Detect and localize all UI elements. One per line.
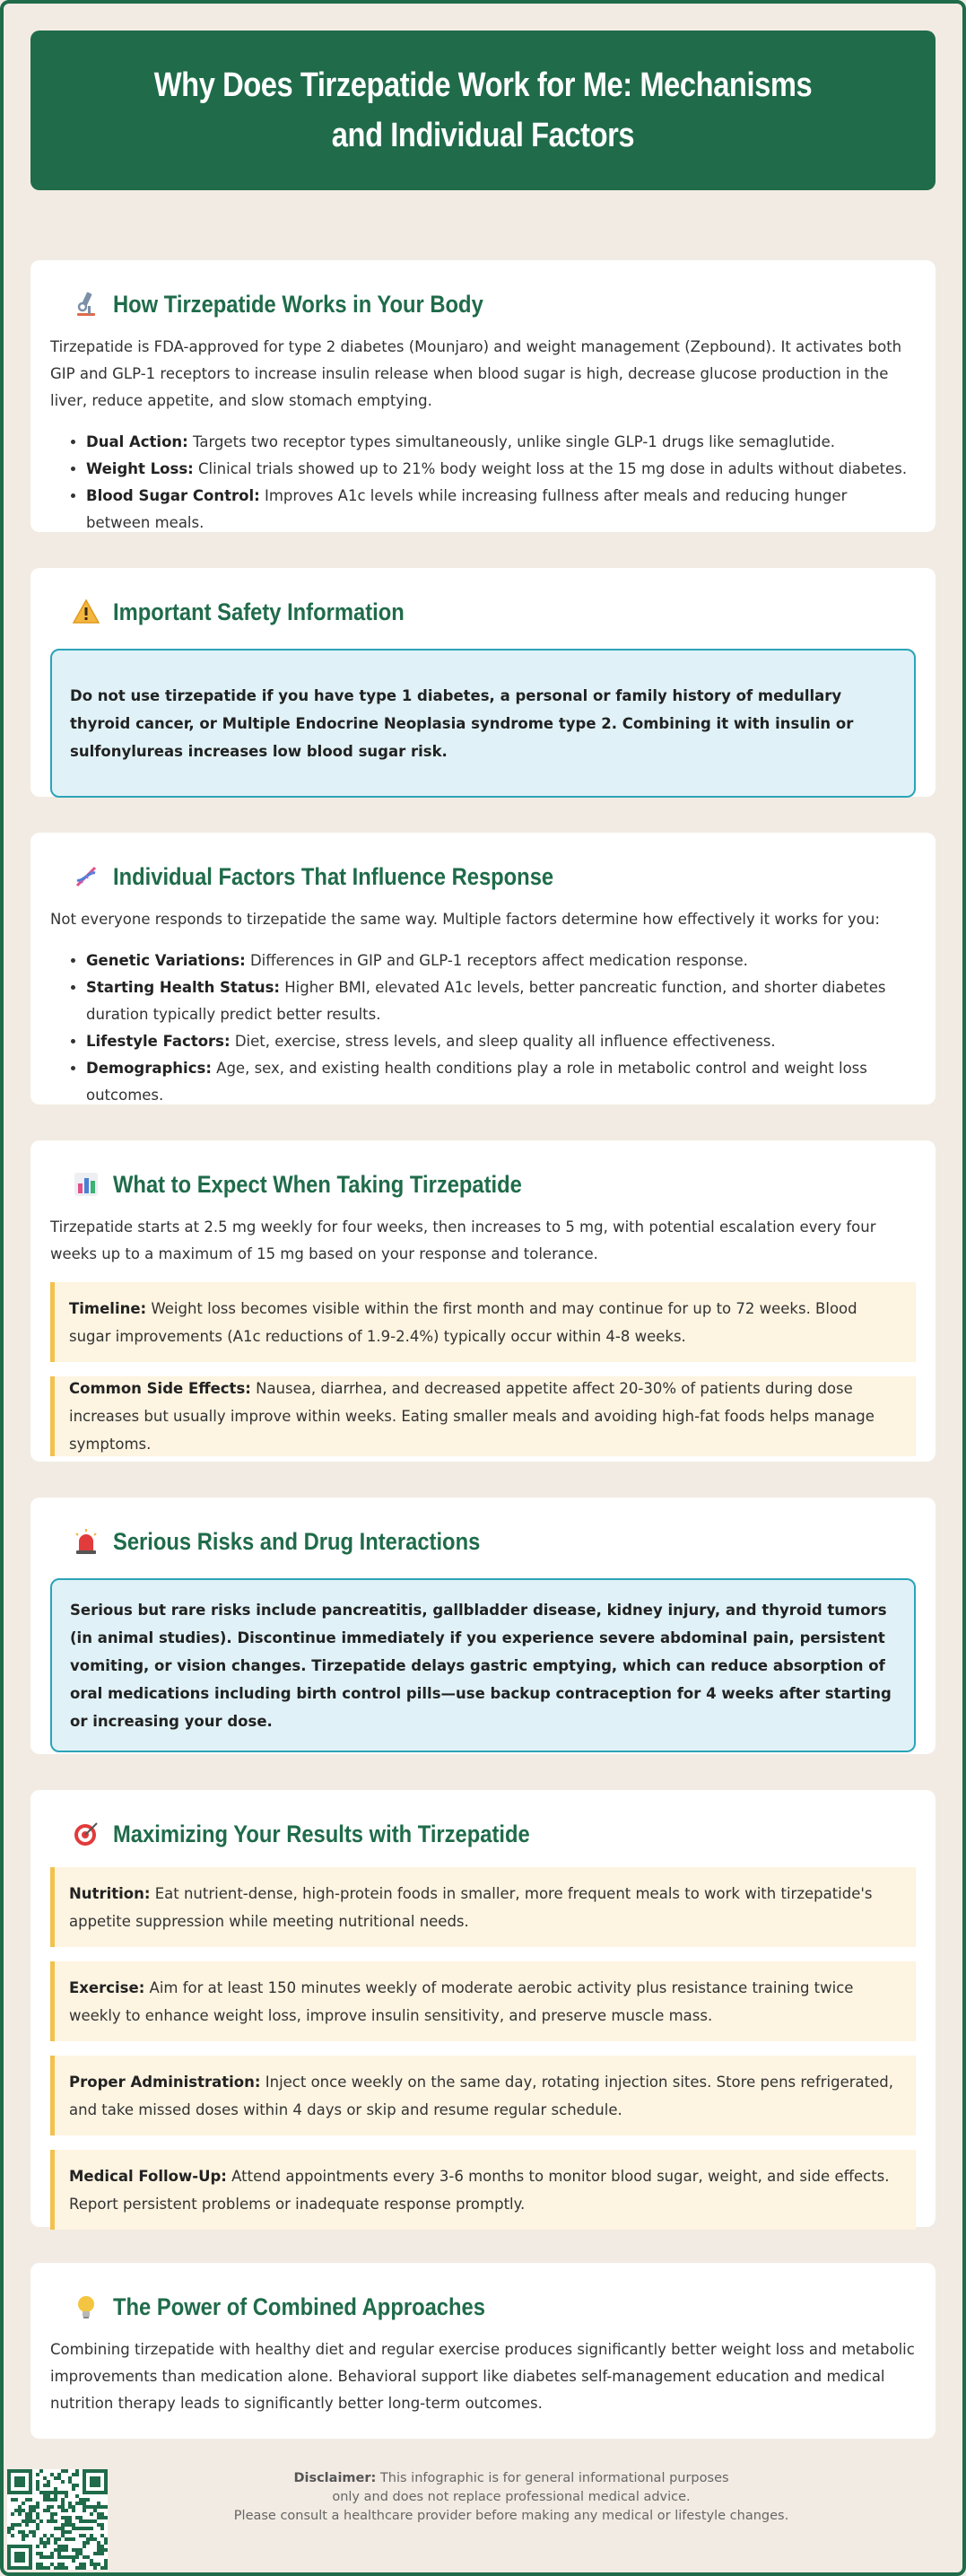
list-item: • Dual Action: Targets two receptor types simultaneously, unlike single GLP-1 drugs like semaglutide. bbox=[86, 429, 916, 456]
section-title: How Tirzepatide Works in Your Body bbox=[113, 290, 483, 318]
administration-note: Proper Administration: Inject once weekly on the same day, rotating injection sites. Store pens refrigerated, and take missed doses within 4 days or skip and resume regular schedule. bbox=[50, 2056, 916, 2135]
list-item: • Starting Health Status: Higher BMI, elevated A1c levels, better pancreatic function, and shorter diabetes duration typically predict better results. bbox=[86, 974, 916, 1028]
section-combined-approaches bbox=[30, 2263, 936, 2439]
section-header bbox=[50, 1164, 916, 1205]
list-item: • Genetic Variations: Differences in GIP and GLP-1 receptors affect medication response. bbox=[86, 947, 916, 974]
target-icon bbox=[70, 1818, 102, 1850]
risks-alert-box bbox=[50, 1578, 916, 1752]
section-header bbox=[50, 1521, 916, 1562]
alert-text: Serious but rare risks include pancreatitis, gallbladder disease, kidney injury, and thyroid tumors (in animal studies). Discontinue immediately if you experience severe abdominal pain, persistent vomiting, or vision changes. Tirzepatide delays gastric emptying, which can reduce absorption of oral medications including birth control pills—use backup contraception for 4 weeks after starting or increasing your dose. bbox=[70, 1601, 892, 1730]
section-maximizing-results bbox=[30, 1790, 936, 2227]
section-title: What to Expect When Taking Tirzepatide bbox=[113, 1170, 522, 1198]
section-serious-risks bbox=[30, 1498, 936, 1754]
section-intro: Combining tirzepatide with healthy diet and regular exercise produces significantly better weight loss and metabolic improvements than medication alone. Behavioral support like diabetes self-management education and medical nutrition therapy leads to significantly better long-term outcomes. bbox=[50, 2341, 915, 2412]
page-header bbox=[30, 31, 936, 190]
section-header bbox=[50, 2286, 916, 2327]
section-header bbox=[50, 284, 916, 325]
list-item: • Lifestyle Factors: Diet, exercise, stress levels, and sleep quality all influence effectiveness. bbox=[86, 1028, 916, 1055]
section-how-it-works bbox=[30, 260, 936, 532]
footer-disclaimer: Disclaimer: This infographic is for general informational purposes only and does not replace professional medical advice. Please consult a healthcare provider before making any medical or lifestyle changes. bbox=[233, 2471, 789, 2523]
list-item: • Blood Sugar Control: Improves A1c levels while increasing fullness after meals and reducing hunger between meals. bbox=[86, 483, 916, 537]
section-safety bbox=[30, 568, 936, 797]
lightbulb-icon bbox=[70, 2291, 102, 2323]
timeline-note: Timeline: Weight loss becomes visible within the first month and may continue for up to 72 weeks. Blood sugar improvements (A1c reductions of 1.9-2.4%) typically occur within 4-8 weeks. bbox=[50, 1282, 916, 1362]
section-title: Important Safety Information bbox=[113, 598, 405, 625]
section-intro: Tirzepatide starts at 2.5 mg weekly for four weeks, then increases to 5 mg, with potential escalation every four weeks up to a maximum of 15 mg based on your response and tolerance. bbox=[50, 1218, 876, 1262]
section-title: Serious Risks and Drug Interactions bbox=[113, 1527, 481, 1555]
section-title: The Power of Combined Approaches bbox=[113, 2292, 485, 2320]
qr-code bbox=[7, 2469, 108, 2570]
section-intro: Tirzepatide is FDA-approved for type 2 diabetes (Mounjaro) and weight management (Zepbound). It activates both GIP and GLP-1 receptors to increase insulin release when blood sugar is high, decrease glucose production in the liver, reduce appetite, and slow stomach emptying. bbox=[50, 338, 902, 409]
bullet-list bbox=[86, 429, 916, 537]
section-header bbox=[50, 591, 916, 633]
follow-up-note: Medical Follow-Up: Attend appointments every 3-6 months to monitor blood sugar, weight, and side effects. Report persistent problems or inadequate response promptly. bbox=[50, 2150, 916, 2230]
siren-icon bbox=[70, 1525, 102, 1558]
warning-icon bbox=[70, 596, 102, 628]
section-title: Individual Factors That Influence Response bbox=[113, 862, 554, 890]
section-header bbox=[50, 1813, 916, 1855]
microscope-icon bbox=[70, 288, 102, 320]
list-item: • Demographics: Age, sex, and existing health conditions play a role in metabolic control and weight loss outcomes. bbox=[86, 1055, 916, 1109]
section-header bbox=[50, 856, 916, 897]
safety-alert-box bbox=[50, 649, 916, 798]
exercise-note: Exercise: Aim for at least 150 minutes weekly of moderate aerobic activity plus resistance training twice weekly to enhance weight loss, improve insulin sensitivity, and preserve muscle mass. bbox=[50, 1961, 916, 2041]
nutrition-note: Nutrition: Eat nutrient-dense, high-protein foods in smaller, more frequent meals to work with tirzepatide's appetite suppression while meeting nutritional needs. bbox=[50, 1867, 916, 1947]
side-effects-note: Common Side Effects: Nausea, diarrhea, and decreased appetite affect 20-30% of patients during dose increases but usually improve within weeks. Eating smaller meals and avoiding high-fat foods helps manage symptoms. bbox=[50, 1376, 916, 1456]
section-what-to-expect bbox=[30, 1140, 936, 1462]
section-title: Maximizing Your Results with Tirzepatide bbox=[113, 1820, 530, 1847]
page-title: Why Does Tirzepatide Work for Me: Mechanisms and Individual Factors bbox=[153, 66, 813, 154]
bullet-list bbox=[86, 947, 916, 1109]
list-item: • Weight Loss: Clinical trials showed up to 21% body weight loss at the 15 mg dose in adults without diabetes. bbox=[86, 456, 916, 483]
alert-text: Do not use tirzepatide if you have type 1 diabetes, a personal or family history of medullary thyroid cancer, or Multiple Endocrine Neoplasia syndrome type 2. Combining it with insulin or sulfonylureas increases low blood sugar risk. bbox=[70, 686, 854, 760]
section-intro: Not everyone responds to tirzepatide the same way. Multiple factors determine how effectively it works for you: bbox=[50, 911, 880, 928]
dna-icon bbox=[70, 860, 102, 893]
section-individual-factors bbox=[30, 833, 936, 1105]
bar-chart-icon bbox=[70, 1168, 102, 1201]
